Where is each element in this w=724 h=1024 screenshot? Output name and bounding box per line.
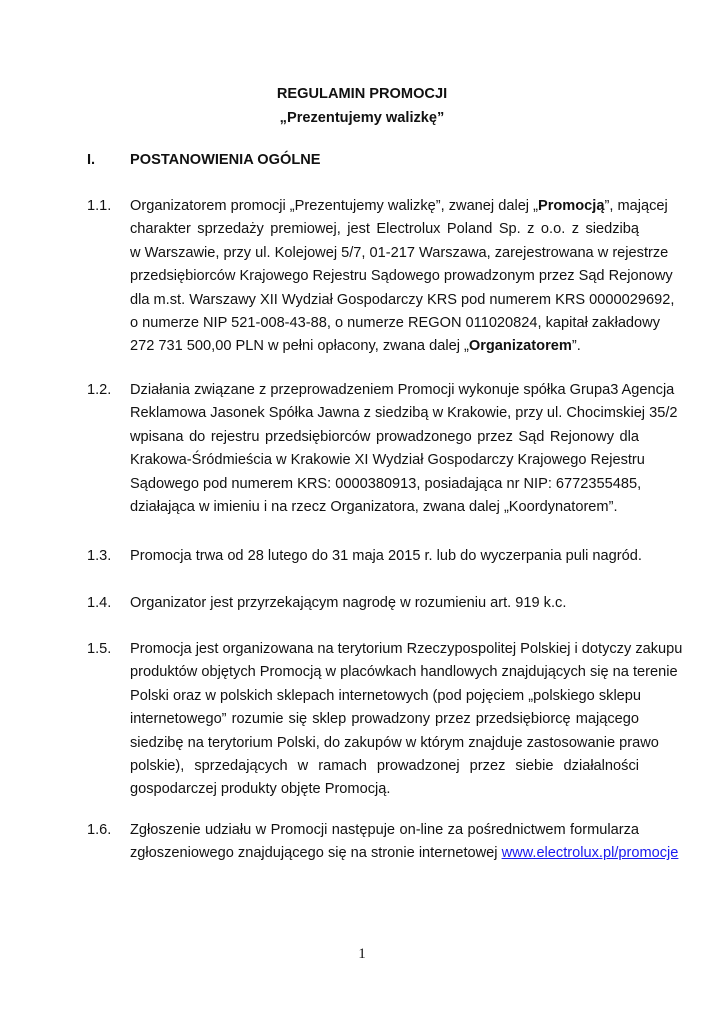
clause-number: 1.5. <box>87 641 112 657</box>
clause-number: 1.4. <box>87 595 112 611</box>
clause-number: 1.1. <box>87 198 112 214</box>
term-promocja: Promocją <box>537 198 605 214</box>
clause-text: Organizatorem promocji „Prezentujemy walizkę”, zwanej dalej „Promocją”, mającej charakter sprzedaży premiowej, jest Electrolux Poland Sp. z o.o. z siedzibą w Warszawie, przy ul. Kolejowej 5/7, 01-217 Warszawa, zarejestrowana w rejestrze przedsiębiorców Krajowego Rejestru Sądowego prowadzonym przez Sąd Rejonowy dla m.st. Warszawy XII Wydział Gospodarczy KRS pod numerem KRS 0000029692, o numerze NIP 521-008-43-88, o numerze REGON 011020824, kapitał zakładowy 272 731 500,00 PLN w pełni opłacony, zwana dalej „Organizatorem”. <box>130 198 675 355</box>
clause-number: 1.2. <box>87 382 112 398</box>
clause-1-1 <box>87 195 675 359</box>
clause-text: Organizator jest przyrzekającym nagrodę w rozumieniu art. 919 k.c. <box>130 595 567 611</box>
document-subtitle: „Prezentujemy walizkę” <box>279 110 445 126</box>
document-title: REGULAMIN PROMOCJI <box>276 86 448 102</box>
clause-1-4 <box>87 592 639 615</box>
clause-text: Zgłoszenie udziału w Promocji następuje on-line za pośrednictwem formularza zgłoszeniowego znajdującego się na stronie internetowej www.electrolux.pl/promocje <box>130 822 679 862</box>
clause-1-5 <box>87 638 683 802</box>
term-organizator: Organizatorem <box>468 338 572 355</box>
clause-number: 1.3. <box>87 548 112 564</box>
clause-text: Działania związane z przeprowadzeniem Promocji wykonuje spółka Grupa3 Agencja Reklamowa Jasonek Spółka Jawna z siedzibą w Krakowie, przy ul. Chocimskiej 35/2 wpisana do rejestru przedsiębiorców prowadzonego przez Sąd Rejonowy dla Krakowa-Śródmieścia w Krakowie XI Wydział Gospodarczy Krajowego Rejestru Sądowego pod numerem KRS: 0000380913, posiadająca nr NIP: 6772355485, działająca w imieniu i na rzecz Organizatora, zwana dalej „Koordynatorem”. <box>130 382 678 516</box>
clause-1-2 <box>87 379 678 519</box>
page-number: 1 <box>358 946 366 962</box>
clause-number: 1.6. <box>87 822 112 838</box>
clause-text: Promocja jest organizowana na terytorium Rzeczypospolitej Polskiej i dotyczy zakupu produktów objętych Promocją w placówkach handlowych znajdujących się na terenie Polski oraz w polskich sklepach internetowych (pod pojęciem „polskiego sklepu internetowego” rozumie się sklep prowadzony przez przedsiębiorcę mającego siedzibę na terytorium Polski, do zakupów w którym znajduje zastosowanie prawo polskie), sprzedających w ramach prowadzonej przez siebie działalności gospodarczej produkty objęte Promocją. <box>130 641 683 798</box>
clause-1-3 <box>87 545 642 568</box>
section-number: I. <box>87 152 96 168</box>
section-title: POSTANOWIENIA OGÓLNE <box>130 152 321 168</box>
clause-1-6 <box>87 819 679 866</box>
promotion-website-link[interactable]: www.electrolux.pl/promocje <box>501 845 679 862</box>
clause-text: Promocja trwa od 28 lutego do 31 maja 2015 r. lub do wyczerpania puli nagród. <box>130 548 642 564</box>
section-heading <box>87 152 321 168</box>
